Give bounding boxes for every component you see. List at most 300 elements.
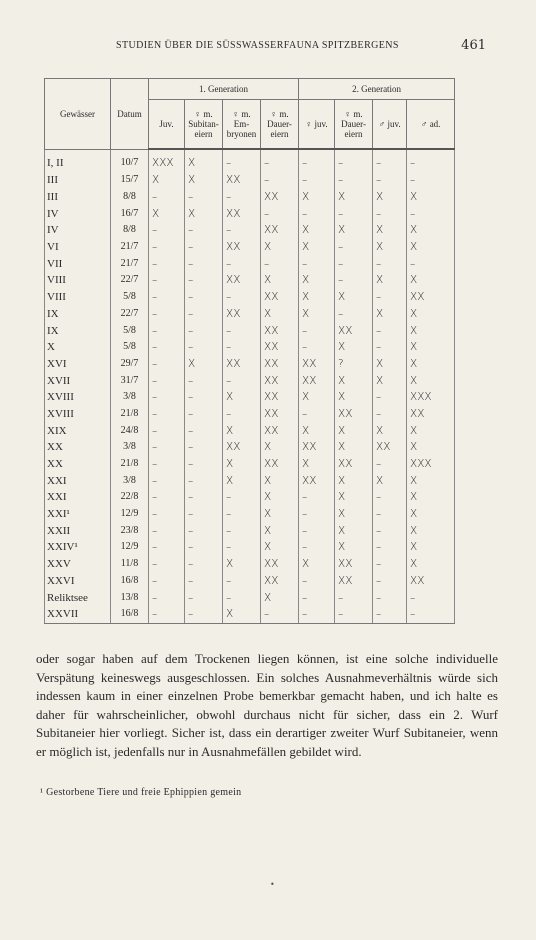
cell-value: X bbox=[407, 556, 455, 573]
cell-gewaesser: XX bbox=[45, 456, 111, 473]
cell-value: – bbox=[223, 255, 261, 272]
cell-datum: 13/8 bbox=[111, 589, 149, 606]
cell-value: X bbox=[335, 422, 373, 439]
cell-gewaesser: XVIII bbox=[45, 406, 111, 423]
cell-datum: 11/8 bbox=[111, 556, 149, 573]
cell-datum: 29/7 bbox=[111, 356, 149, 373]
cell-datum: 22/8 bbox=[111, 489, 149, 506]
table-row bbox=[45, 556, 455, 573]
cell-value: XX bbox=[261, 356, 299, 373]
table-row bbox=[45, 539, 455, 556]
cell-value: X bbox=[407, 439, 455, 456]
cell-value: X bbox=[261, 272, 299, 289]
cell-datum: 3/8 bbox=[111, 389, 149, 406]
cell-value: X bbox=[407, 539, 455, 556]
cell-value: X bbox=[223, 556, 261, 573]
cell-value: – bbox=[149, 606, 185, 623]
cell-value: – bbox=[223, 189, 261, 206]
cell-value: X bbox=[407, 322, 455, 339]
cell-datum: 21/8 bbox=[111, 406, 149, 423]
cell-value: – bbox=[407, 205, 455, 222]
cell-gewaesser: XXVII bbox=[45, 606, 111, 623]
cell-value: – bbox=[149, 222, 185, 239]
cell-value: X bbox=[407, 372, 455, 389]
cell-gewaesser: XXV bbox=[45, 556, 111, 573]
cell-value: – bbox=[407, 589, 455, 606]
cell-gewaesser: VIII bbox=[45, 272, 111, 289]
cell-value: X bbox=[261, 439, 299, 456]
cell-value: XX bbox=[223, 439, 261, 456]
cell-datum: 23/8 bbox=[111, 522, 149, 539]
cell-value: X bbox=[185, 205, 223, 222]
cell-datum: 5/8 bbox=[111, 339, 149, 356]
cell-value: – bbox=[261, 205, 299, 222]
col-header-male-juv: ♂ juv. bbox=[373, 100, 407, 150]
cell-value: – bbox=[149, 506, 185, 523]
cell-datum: 16/7 bbox=[111, 205, 149, 222]
cell-value: – bbox=[223, 573, 261, 590]
cell-value: – bbox=[373, 589, 407, 606]
cell-value: – bbox=[185, 439, 223, 456]
cell-value: X bbox=[299, 306, 335, 323]
cell-value: – bbox=[299, 589, 335, 606]
cell-datum: 3/8 bbox=[111, 439, 149, 456]
cell-datum: 5/8 bbox=[111, 289, 149, 306]
cell-gewaesser: Reliktsee bbox=[45, 589, 111, 606]
col-header-juv: Juv. bbox=[149, 100, 185, 150]
cell-value: – bbox=[185, 239, 223, 256]
cell-value: – bbox=[149, 589, 185, 606]
cell-value: – bbox=[373, 172, 407, 189]
cell-value: X bbox=[335, 539, 373, 556]
generation-1-header: 1. Generation bbox=[149, 79, 299, 100]
table-row bbox=[45, 472, 455, 489]
table-row bbox=[45, 189, 455, 206]
cell-value: X bbox=[373, 222, 407, 239]
cell-value: – bbox=[185, 472, 223, 489]
cell-value: XX bbox=[407, 406, 455, 423]
cell-value: – bbox=[185, 306, 223, 323]
table-row bbox=[45, 456, 455, 473]
cell-value: X bbox=[407, 356, 455, 373]
cell-value: X bbox=[223, 422, 261, 439]
table-row bbox=[45, 172, 455, 189]
cell-gewaesser: IX bbox=[45, 306, 111, 323]
cell-value: XX bbox=[261, 222, 299, 239]
table-row bbox=[45, 306, 455, 323]
cell-value: X bbox=[407, 306, 455, 323]
table-row bbox=[45, 205, 455, 222]
cell-value: XXX bbox=[149, 149, 185, 172]
cell-value: X bbox=[373, 272, 407, 289]
cell-value: – bbox=[373, 322, 407, 339]
cell-value: X bbox=[407, 339, 455, 356]
cell-value: XX bbox=[223, 356, 261, 373]
cell-value: – bbox=[223, 289, 261, 306]
cell-value: XX bbox=[299, 439, 335, 456]
cell-value: – bbox=[261, 606, 299, 623]
cell-value: X bbox=[299, 389, 335, 406]
table-row bbox=[45, 439, 455, 456]
cell-gewaesser: IX bbox=[45, 322, 111, 339]
cell-value: – bbox=[223, 339, 261, 356]
cell-value: – bbox=[373, 522, 407, 539]
cell-gewaesser: XVII bbox=[45, 372, 111, 389]
table-row bbox=[45, 573, 455, 590]
cell-value: XX bbox=[299, 372, 335, 389]
table-row bbox=[45, 406, 455, 423]
cell-datum: 10/7 bbox=[111, 149, 149, 172]
cell-value: XX bbox=[407, 289, 455, 306]
cell-gewaesser: III bbox=[45, 172, 111, 189]
cell-value: X bbox=[299, 456, 335, 473]
cell-gewaesser: XXIV¹ bbox=[45, 539, 111, 556]
cell-value: – bbox=[185, 289, 223, 306]
cell-value: X bbox=[373, 239, 407, 256]
cell-value: XX bbox=[261, 289, 299, 306]
table-row bbox=[45, 255, 455, 272]
cell-value: – bbox=[149, 189, 185, 206]
cell-value: – bbox=[407, 606, 455, 623]
cell-value: X bbox=[299, 222, 335, 239]
cell-value: – bbox=[149, 472, 185, 489]
cell-value: X bbox=[335, 189, 373, 206]
cell-value: – bbox=[299, 522, 335, 539]
cell-value: XXX bbox=[407, 456, 455, 473]
cell-value: – bbox=[149, 573, 185, 590]
cell-datum: 22/7 bbox=[111, 272, 149, 289]
cell-value: – bbox=[299, 322, 335, 339]
cell-value: X bbox=[407, 506, 455, 523]
table-row bbox=[45, 272, 455, 289]
table-row bbox=[45, 356, 455, 373]
cell-value: XX bbox=[261, 406, 299, 423]
cell-value: X bbox=[335, 522, 373, 539]
table-row bbox=[45, 506, 455, 523]
cell-gewaesser: XIX bbox=[45, 422, 111, 439]
cell-value: XX bbox=[261, 573, 299, 590]
table-row bbox=[45, 222, 455, 239]
cell-value: X bbox=[335, 472, 373, 489]
table-row bbox=[45, 239, 455, 256]
cell-value: – bbox=[185, 406, 223, 423]
col-header-datum: Datum bbox=[111, 79, 149, 150]
printer-mark: • bbox=[270, 880, 275, 889]
cell-value: X bbox=[407, 222, 455, 239]
cell-value: – bbox=[407, 255, 455, 272]
fauna-table bbox=[44, 78, 455, 624]
cell-value: X bbox=[407, 422, 455, 439]
cell-value: – bbox=[335, 306, 373, 323]
cell-value: – bbox=[149, 539, 185, 556]
cell-value: – bbox=[299, 149, 335, 172]
cell-gewaesser: XXI bbox=[45, 472, 111, 489]
cell-value: X bbox=[373, 306, 407, 323]
cell-gewaesser: IV bbox=[45, 222, 111, 239]
cell-value: X bbox=[407, 489, 455, 506]
cell-value: – bbox=[299, 406, 335, 423]
col-header-embryonen: ♀ m. Em-bryonen bbox=[223, 100, 261, 150]
cell-value: X bbox=[335, 439, 373, 456]
table-row bbox=[45, 322, 455, 339]
cell-value: – bbox=[149, 372, 185, 389]
cell-value: XX bbox=[261, 556, 299, 573]
cell-value: – bbox=[373, 149, 407, 172]
cell-value: – bbox=[407, 172, 455, 189]
cell-value: – bbox=[299, 539, 335, 556]
cell-gewaesser: XXI¹ bbox=[45, 506, 111, 523]
cell-value: X bbox=[373, 356, 407, 373]
table-body bbox=[45, 149, 455, 623]
running-head-title: STUDIEN ÜBER DIE SÜSSWASSERFAUNA SPITZBERGENS bbox=[116, 40, 399, 51]
cell-value: – bbox=[149, 389, 185, 406]
footnote: ¹ Gestorbene Tiere und freie Ephippien gemein bbox=[40, 787, 242, 798]
cell-gewaesser: XVIII bbox=[45, 389, 111, 406]
cell-gewaesser: XXVI bbox=[45, 573, 111, 590]
cell-value: X bbox=[299, 189, 335, 206]
cell-value: XX bbox=[261, 422, 299, 439]
cell-value: – bbox=[373, 289, 407, 306]
cell-value: XX bbox=[261, 389, 299, 406]
table-row bbox=[45, 422, 455, 439]
cell-value: X bbox=[299, 556, 335, 573]
cell-value: – bbox=[223, 489, 261, 506]
cell-datum: 24/8 bbox=[111, 422, 149, 439]
cell-value: – bbox=[185, 456, 223, 473]
cell-value: – bbox=[185, 539, 223, 556]
cell-datum: 12/9 bbox=[111, 539, 149, 556]
cell-value: – bbox=[223, 149, 261, 172]
cell-value: – bbox=[185, 522, 223, 539]
cell-value: – bbox=[149, 339, 185, 356]
cell-value: X bbox=[185, 356, 223, 373]
cell-value: X bbox=[261, 539, 299, 556]
table-row bbox=[45, 606, 455, 623]
cell-value: X bbox=[299, 289, 335, 306]
cell-value: – bbox=[185, 339, 223, 356]
cell-value: X bbox=[407, 522, 455, 539]
cell-value: X bbox=[373, 189, 407, 206]
cell-value: – bbox=[149, 289, 185, 306]
cell-value: – bbox=[373, 556, 407, 573]
cell-value: – bbox=[299, 172, 335, 189]
cell-value: X bbox=[299, 422, 335, 439]
cell-value: ? bbox=[335, 356, 373, 373]
cell-value: – bbox=[149, 322, 185, 339]
cell-value: X bbox=[185, 149, 223, 172]
cell-datum: 15/7 bbox=[111, 172, 149, 189]
cell-value: – bbox=[185, 389, 223, 406]
cell-value: – bbox=[223, 322, 261, 339]
cell-value: – bbox=[185, 222, 223, 239]
cell-value: XX bbox=[299, 356, 335, 373]
cell-value: X bbox=[223, 472, 261, 489]
cell-value: – bbox=[223, 372, 261, 389]
cell-value: – bbox=[373, 339, 407, 356]
cell-value: X bbox=[335, 489, 373, 506]
cell-value: X bbox=[335, 222, 373, 239]
cell-value: – bbox=[223, 406, 261, 423]
cell-datum: 8/8 bbox=[111, 189, 149, 206]
cell-value: XX bbox=[261, 339, 299, 356]
cell-value: – bbox=[373, 205, 407, 222]
cell-value: X bbox=[373, 472, 407, 489]
cell-gewaesser: IV bbox=[45, 205, 111, 222]
cell-value: – bbox=[149, 556, 185, 573]
cell-value: – bbox=[261, 255, 299, 272]
cell-value: X bbox=[185, 172, 223, 189]
cell-value: – bbox=[335, 606, 373, 623]
cell-value: – bbox=[335, 172, 373, 189]
cell-value: – bbox=[185, 189, 223, 206]
cell-value: X bbox=[261, 589, 299, 606]
body-paragraph: oder sogar haben auf dem Trockenen liegen können, ist eine solche individuelle Verspätung keineswegs ausgeschlossen. Ein solches Ausnahmeverhältnis würde sich indessen kaum in einer einzelnen Probe bemerkbar gemacht haben, und ich halte es daher für wahrscheinlicher, obwohl durchaus nicht für sicher, dass ein 2. Wurf Subitaneier hier vorliegt. Sicher ist, dass ein derartiger zweiter Wurf Subitaneier, wenn er möglich ist, jedenfalls nur in Ausnahmefällen gebildet wird. bbox=[36, 651, 498, 759]
cell-value: – bbox=[261, 172, 299, 189]
cell-value: XX bbox=[335, 556, 373, 573]
cell-value: – bbox=[149, 522, 185, 539]
table-row bbox=[45, 522, 455, 539]
cell-gewaesser: X bbox=[45, 339, 111, 356]
cell-value: X bbox=[299, 239, 335, 256]
cell-value: – bbox=[185, 272, 223, 289]
table-row bbox=[45, 489, 455, 506]
cell-value: X bbox=[335, 339, 373, 356]
running-head bbox=[0, 38, 536, 54]
cell-datum: 21/7 bbox=[111, 255, 149, 272]
cell-value: – bbox=[149, 272, 185, 289]
col-header-female-juv: ♀ juv. bbox=[299, 100, 335, 150]
generation-2-header: 2. Generation bbox=[299, 79, 455, 100]
cell-value: – bbox=[149, 356, 185, 373]
cell-value: – bbox=[335, 272, 373, 289]
cell-value: XX bbox=[407, 573, 455, 590]
cell-value: – bbox=[373, 573, 407, 590]
cell-value: – bbox=[407, 149, 455, 172]
cell-value: – bbox=[299, 339, 335, 356]
cell-gewaesser: XXI bbox=[45, 489, 111, 506]
table-row bbox=[45, 372, 455, 389]
cell-value: XX bbox=[335, 573, 373, 590]
cell-value: – bbox=[149, 422, 185, 439]
cell-value: – bbox=[149, 239, 185, 256]
cell-datum: 8/8 bbox=[111, 222, 149, 239]
cell-value: – bbox=[373, 406, 407, 423]
cell-gewaesser: I, II bbox=[45, 149, 111, 172]
cell-value: – bbox=[185, 573, 223, 590]
cell-value: X bbox=[261, 306, 299, 323]
cell-value: – bbox=[335, 589, 373, 606]
cell-value: X bbox=[261, 472, 299, 489]
cell-value: X bbox=[335, 389, 373, 406]
cell-value: X bbox=[407, 272, 455, 289]
cell-value: – bbox=[335, 255, 373, 272]
cell-value: XX bbox=[335, 322, 373, 339]
cell-value: – bbox=[335, 239, 373, 256]
cell-gewaesser: XXII bbox=[45, 522, 111, 539]
cell-value: – bbox=[335, 149, 373, 172]
cell-datum: 22/7 bbox=[111, 306, 149, 323]
cell-value: – bbox=[185, 372, 223, 389]
cell-value: XX bbox=[373, 439, 407, 456]
cell-gewaesser: III bbox=[45, 189, 111, 206]
cell-value: – bbox=[373, 255, 407, 272]
cell-value: X bbox=[149, 172, 185, 189]
cell-value: XX bbox=[335, 406, 373, 423]
cell-value: X bbox=[407, 472, 455, 489]
cell-value: – bbox=[185, 506, 223, 523]
cell-value: X bbox=[223, 389, 261, 406]
cell-value: – bbox=[185, 255, 223, 272]
cell-value: X bbox=[223, 456, 261, 473]
cell-value: – bbox=[223, 589, 261, 606]
cell-value: X bbox=[373, 422, 407, 439]
cell-gewaesser: VI bbox=[45, 239, 111, 256]
cell-value: XX bbox=[261, 456, 299, 473]
cell-value: – bbox=[185, 556, 223, 573]
cell-value: X bbox=[223, 606, 261, 623]
cell-value: – bbox=[185, 589, 223, 606]
cell-value: – bbox=[223, 522, 261, 539]
cell-value: – bbox=[299, 255, 335, 272]
cell-gewaesser: XVI bbox=[45, 356, 111, 373]
cell-gewaesser: XX bbox=[45, 439, 111, 456]
cell-datum: 21/7 bbox=[111, 239, 149, 256]
cell-value: – bbox=[149, 306, 185, 323]
cell-value: – bbox=[149, 489, 185, 506]
table-row bbox=[45, 289, 455, 306]
cell-value: X bbox=[261, 522, 299, 539]
cell-value: XXX bbox=[407, 389, 455, 406]
cell-datum: 12/9 bbox=[111, 506, 149, 523]
cell-value: XX bbox=[223, 239, 261, 256]
cell-value: XX bbox=[261, 372, 299, 389]
cell-value: – bbox=[261, 149, 299, 172]
col-header-gewaesser: Gewässer bbox=[45, 79, 111, 150]
cell-value: – bbox=[335, 205, 373, 222]
cell-value: – bbox=[185, 322, 223, 339]
cell-value: – bbox=[149, 439, 185, 456]
col-header-dauereiern-1: ♀ m. Dauer-eiern bbox=[261, 100, 299, 150]
table-row bbox=[45, 589, 455, 606]
page-number: 461 bbox=[461, 38, 486, 53]
cell-value: X bbox=[335, 372, 373, 389]
cell-value: – bbox=[373, 539, 407, 556]
cell-value: – bbox=[149, 456, 185, 473]
cell-datum: 5/8 bbox=[111, 322, 149, 339]
cell-value: XX bbox=[223, 306, 261, 323]
cell-value: X bbox=[261, 239, 299, 256]
cell-value: – bbox=[373, 389, 407, 406]
cell-value: XX bbox=[223, 272, 261, 289]
cell-value: X bbox=[261, 489, 299, 506]
cell-value: – bbox=[373, 506, 407, 523]
cell-value: X bbox=[407, 239, 455, 256]
cell-value: – bbox=[373, 489, 407, 506]
col-header-dauereiern-2: ♀ m. Dauer-eiern bbox=[335, 100, 373, 150]
cell-value: – bbox=[373, 606, 407, 623]
cell-value: X bbox=[373, 372, 407, 389]
cell-datum: 31/7 bbox=[111, 372, 149, 389]
cell-value: X bbox=[407, 189, 455, 206]
cell-value: – bbox=[223, 539, 261, 556]
cell-datum: 16/8 bbox=[111, 606, 149, 623]
table-row bbox=[45, 389, 455, 406]
cell-value: XX bbox=[261, 322, 299, 339]
cell-gewaesser: VII bbox=[45, 255, 111, 272]
cell-value: – bbox=[299, 205, 335, 222]
cell-value: – bbox=[299, 489, 335, 506]
cell-value: – bbox=[185, 422, 223, 439]
